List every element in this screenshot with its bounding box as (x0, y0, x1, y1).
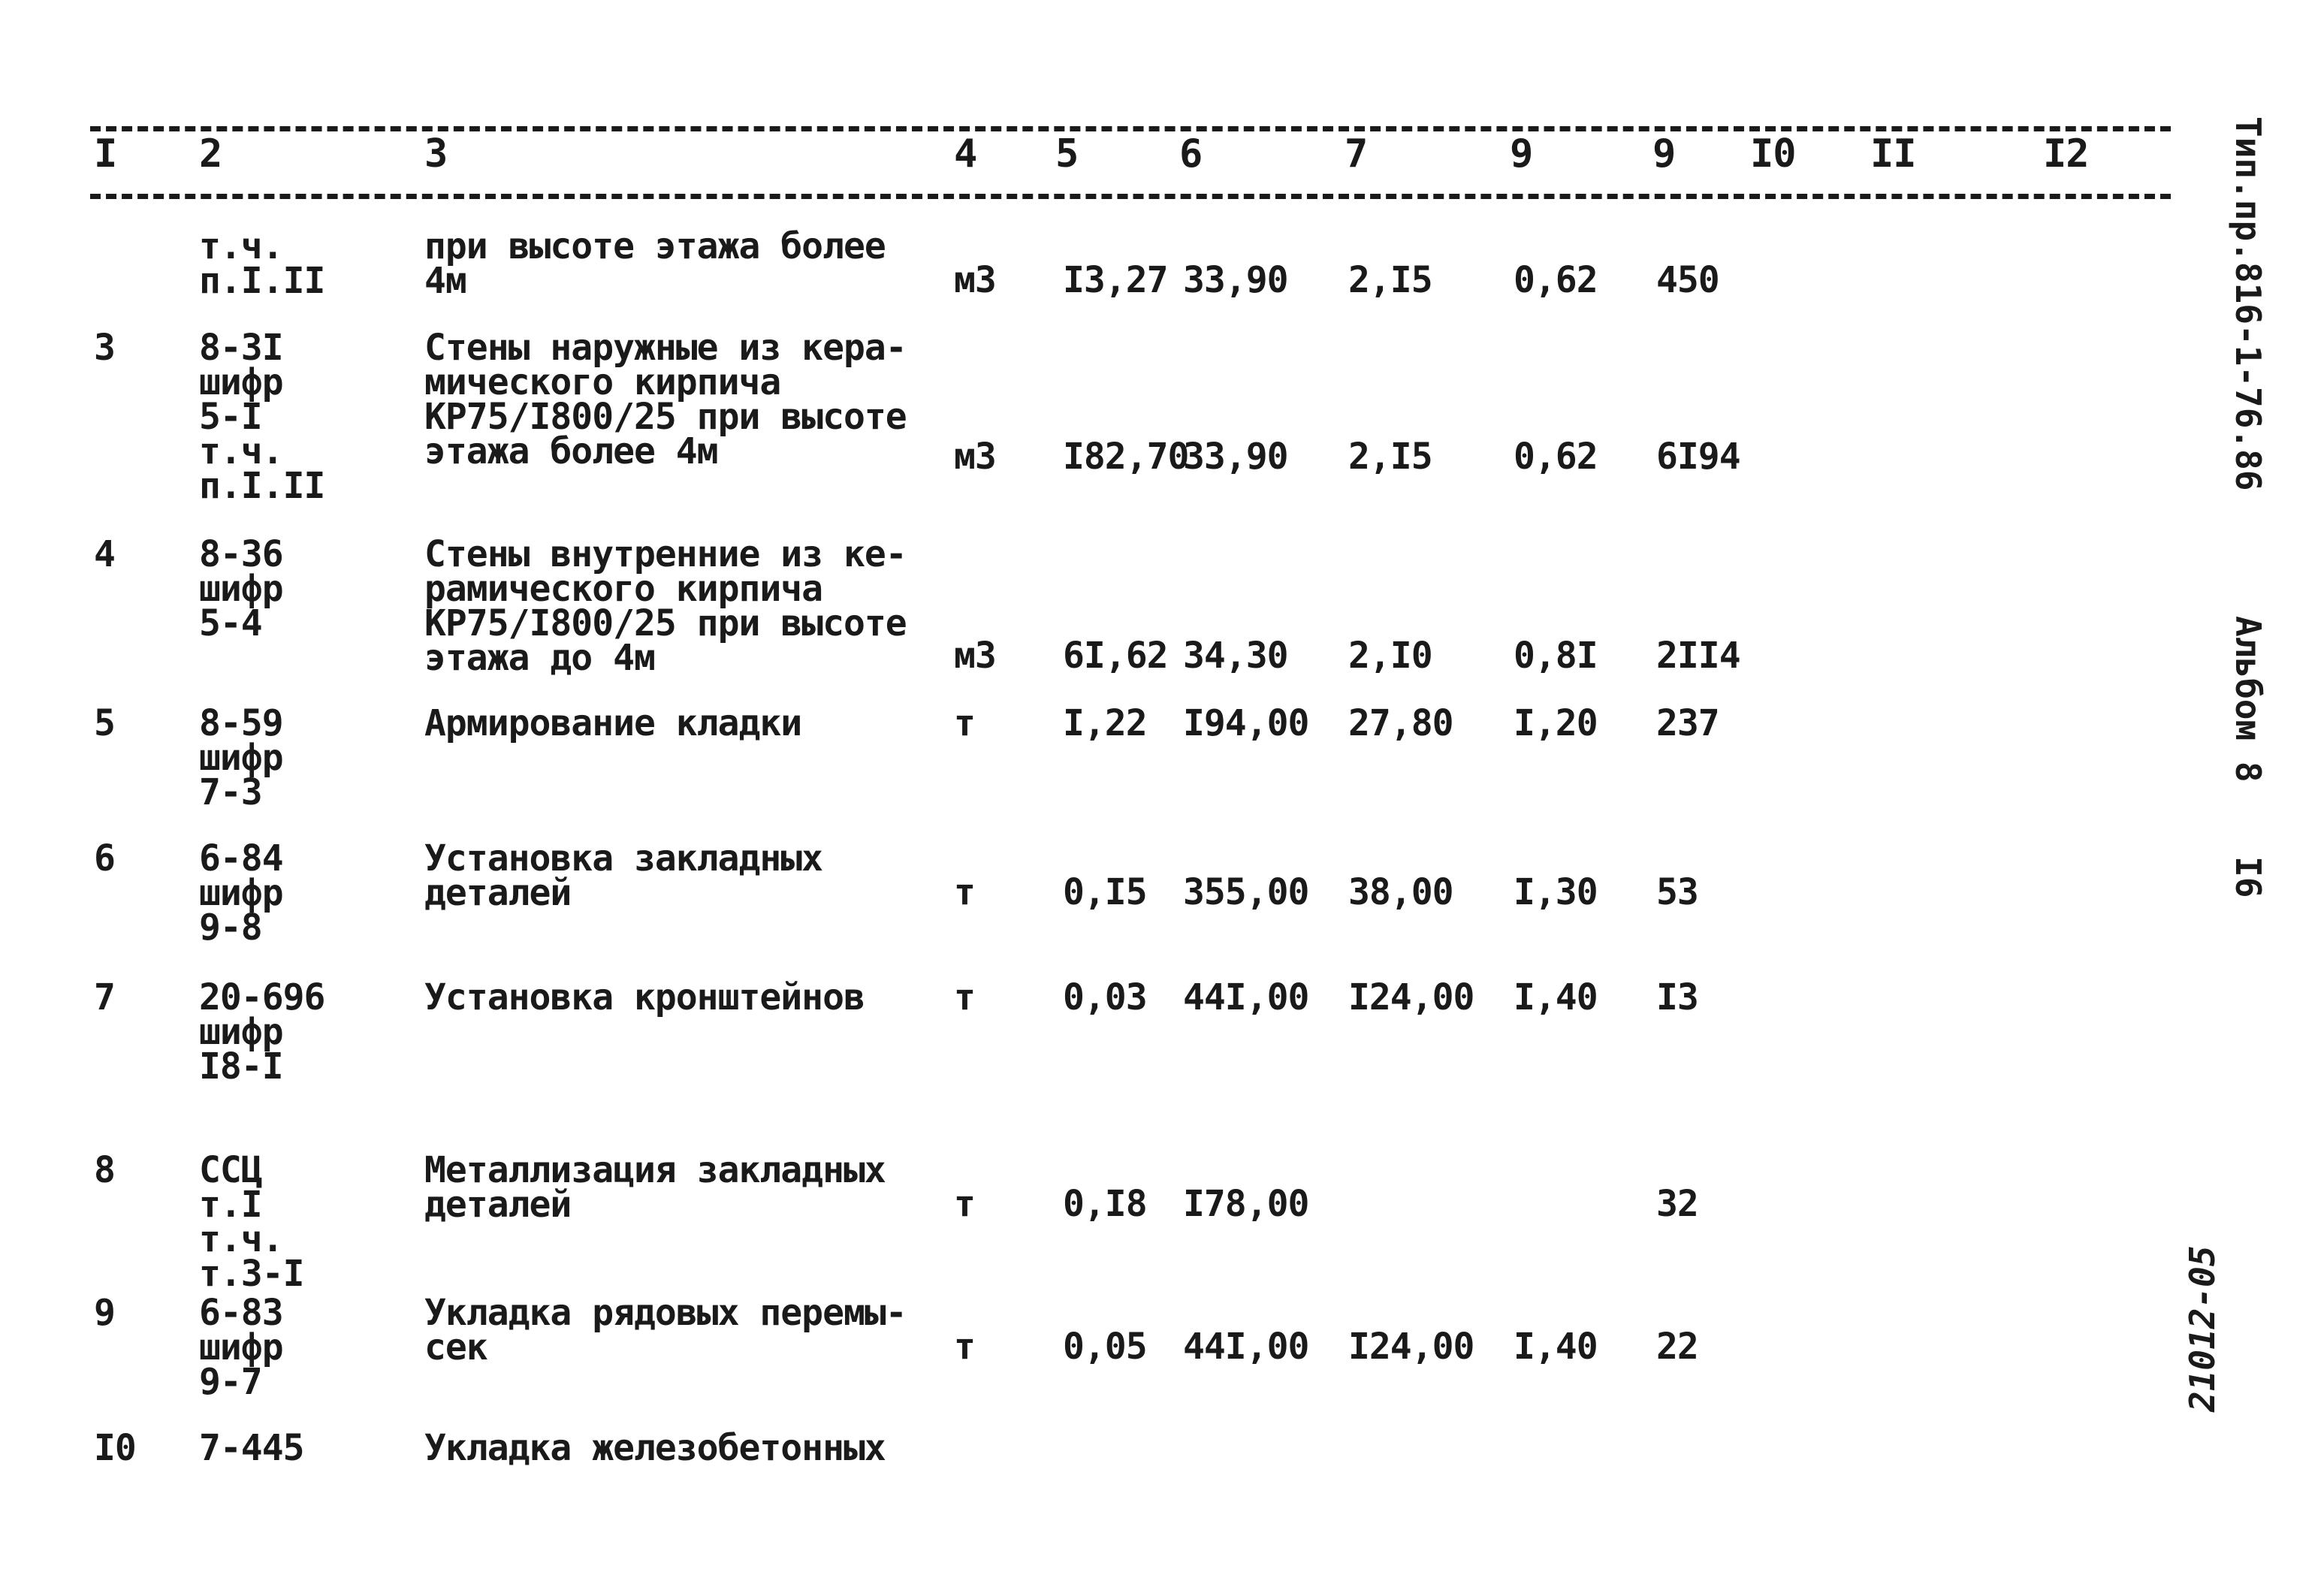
row-code-line: ССЦ (199, 1149, 262, 1191)
row-unit: м3 (954, 635, 996, 677)
row-col5: 0,I5 (1063, 871, 1147, 913)
row-code-line: шифр (199, 737, 283, 779)
row-description-line: рамического кирпича (424, 568, 823, 610)
row-code-line: т.ч. (199, 225, 283, 267)
row-code-line: 20-696 (199, 976, 325, 1018)
row-number: 5 (94, 702, 115, 744)
row-col5: 0,03 (1063, 976, 1147, 1018)
row-description-line: деталей (424, 1184, 572, 1226)
row-code-line: т.ч. (199, 1218, 283, 1260)
row-code-line: п.I.II (199, 260, 325, 302)
row-col6: 355,00 (1183, 871, 1309, 913)
row-number: 8 (94, 1149, 115, 1191)
row-col9a: 0,8I (1514, 635, 1598, 677)
row-col5: 0,I8 (1063, 1183, 1147, 1225)
row-col5: I,22 (1063, 702, 1147, 744)
row-code-line: 8-59 (199, 702, 283, 744)
row-col6: 33,90 (1183, 259, 1288, 301)
row-code-line: 7-3 (199, 771, 262, 813)
header-cell-12: I2 (2043, 131, 2089, 177)
side-album: Альбом 8 (2228, 616, 2268, 783)
row-description-line: Стены наружные из кера- (424, 327, 907, 369)
header-cell-9: 9 (1652, 131, 1676, 177)
row-code-line: 9-8 (199, 907, 262, 949)
header-cell-5: 5 (1055, 131, 1079, 177)
row-col7: I24,00 (1348, 976, 1474, 1018)
row-code-line: шифр (199, 361, 283, 403)
row-col6: I78,00 (1183, 1183, 1309, 1225)
header-bottom-rule (90, 194, 2171, 199)
row-description-line: Армирование кладки (424, 702, 802, 744)
row-number: 7 (94, 976, 115, 1018)
row-col7: 2,I0 (1348, 635, 1432, 677)
row-description-line: 4м (424, 260, 466, 302)
row-number: 6 (94, 837, 115, 879)
row-col9b: I3 (1656, 976, 1698, 1018)
row-col6: 44I,00 (1183, 1326, 1309, 1368)
header-cell-10: I0 (1750, 131, 1796, 177)
row-code-line: п.I.II (199, 465, 325, 507)
row-unit: т (954, 871, 975, 913)
row-description-line: мического кирпича (424, 361, 781, 403)
row-description-line: Установка закладных (424, 837, 823, 879)
header-cell-3: 3 (424, 131, 448, 177)
header-cell-8: 9 (1510, 131, 1533, 177)
row-description-line: Стены внутренние из ке- (424, 533, 907, 575)
row-description-line: Металлизация закладных (424, 1149, 886, 1191)
row-unit: м3 (954, 436, 996, 478)
row-col9a: 0,62 (1514, 436, 1598, 478)
row-unit: т (954, 702, 975, 744)
header-cell-7: 7 (1345, 131, 1368, 177)
row-col9b: 32 (1656, 1183, 1698, 1225)
header-cell-11: II (1870, 131, 1916, 177)
row-col7: I24,00 (1348, 1326, 1474, 1368)
row-col7: 27,80 (1348, 702, 1453, 744)
row-col9b: 53 (1656, 871, 1698, 913)
row-col9b: 6I94 (1656, 436, 1740, 478)
row-unit: м3 (954, 259, 996, 301)
row-col9a: I,30 (1514, 871, 1598, 913)
row-col7: 38,00 (1348, 871, 1453, 913)
side-code: Тип.пр.816-1-76.86 (2228, 116, 2268, 491)
row-code-line: т.I (199, 1184, 262, 1226)
row-col5: 6I,62 (1063, 635, 1168, 677)
row-code-line: 7-445 (199, 1427, 304, 1469)
row-description-line: при высоте этажа более (424, 225, 886, 267)
row-description-line: деталей (424, 872, 572, 914)
header-top-rule (90, 126, 2171, 131)
row-code-line: 6-84 (199, 837, 283, 879)
row-col5: 0,05 (1063, 1326, 1147, 1368)
row-col9a: I,40 (1514, 1326, 1598, 1368)
side-page: I6 (2228, 856, 2268, 898)
header-cell-1: I (94, 131, 117, 177)
row-description-line: этажа более 4м (424, 430, 718, 472)
row-number: I0 (94, 1427, 136, 1469)
row-col9b: 450 (1656, 259, 1719, 301)
row-code-line: т.ч. (199, 430, 283, 472)
header-cell-6: 6 (1179, 131, 1203, 177)
header-cell-4: 4 (954, 131, 977, 177)
row-description-line: сек (424, 1326, 487, 1368)
row-col7: 2,I5 (1348, 436, 1432, 478)
row-number: 9 (94, 1292, 115, 1334)
row-description-line: Укладка рядовых перемы- (424, 1292, 907, 1334)
side-stamp: 21012-05 (2182, 1245, 2223, 1412)
row-unit: т (954, 1326, 975, 1368)
row-col9b: 237 (1656, 702, 1719, 744)
row-code-line: шифр (199, 1326, 283, 1368)
row-description-line: этажа до 4м (424, 637, 655, 679)
row-code-line: 6-83 (199, 1292, 283, 1334)
row-col7: 2,I5 (1348, 259, 1432, 301)
row-description-line: КР75/I800/25 при высоте (424, 396, 907, 438)
row-unit: т (954, 976, 975, 1018)
row-col6: 44I,00 (1183, 976, 1309, 1018)
row-description-line: КР75/I800/25 при высоте (424, 602, 907, 644)
header-cell-2: 2 (199, 131, 222, 177)
row-code-line: 5-4 (199, 602, 262, 644)
row-col9a: I,40 (1514, 976, 1598, 1018)
row-code-line: шифр (199, 872, 283, 914)
row-code-line: 8-36 (199, 533, 283, 575)
row-number: 4 (94, 533, 115, 575)
row-unit: т (954, 1183, 975, 1225)
row-code-line: шифр (199, 568, 283, 610)
row-col6: I94,00 (1183, 702, 1309, 744)
row-col5: I3,27 (1063, 259, 1168, 301)
row-col5: I82,70 (1063, 436, 1189, 478)
row-number: 3 (94, 327, 115, 369)
row-code-line: I8-I (199, 1045, 283, 1088)
row-col9b: 2II4 (1656, 635, 1740, 677)
row-code-line: т.3-I (199, 1253, 304, 1295)
row-code-line: 8-3I (199, 327, 283, 369)
row-col9a: 0,62 (1514, 259, 1598, 301)
row-description-line: Установка кронштейнов (424, 976, 865, 1018)
row-col9a: I,20 (1514, 702, 1598, 744)
row-col6: 34,30 (1183, 635, 1288, 677)
row-col6: 33,90 (1183, 436, 1288, 478)
row-code-line: 5-I (199, 396, 262, 438)
row-description-line: Укладка железобетонных (424, 1427, 886, 1469)
row-col9b: 22 (1656, 1326, 1698, 1368)
row-code-line: 9-7 (199, 1361, 262, 1403)
row-code-line: шифр (199, 1011, 283, 1053)
